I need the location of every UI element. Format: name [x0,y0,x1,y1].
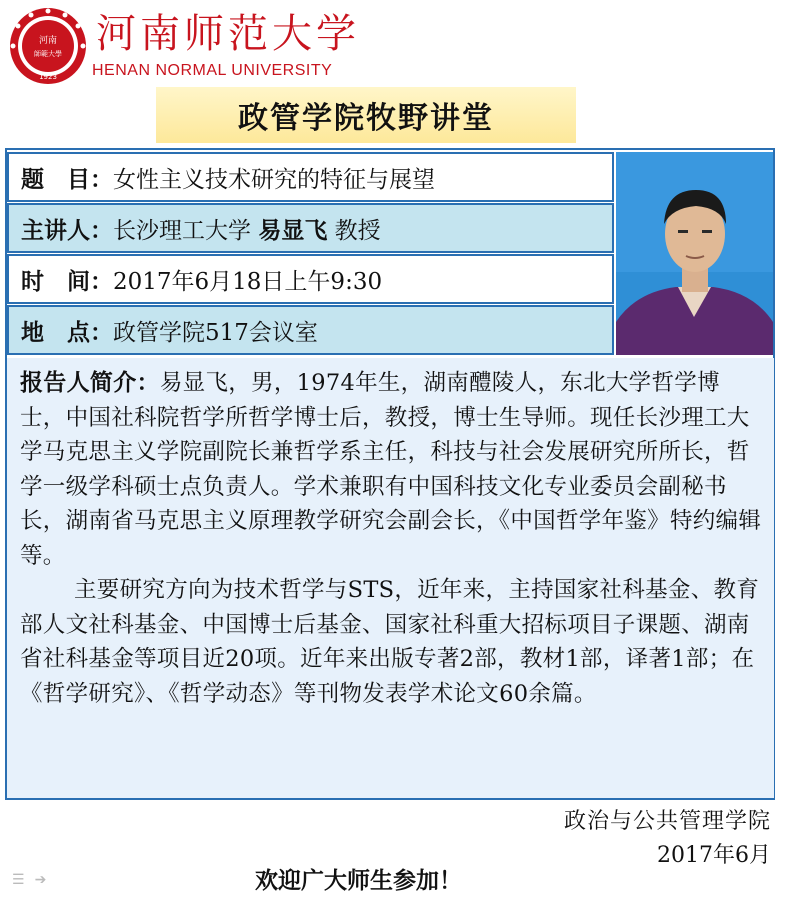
intro-paragraph-1 [20,366,762,573]
speaker-name: 易显飞 [258,217,328,244]
slide-nav[interactable] [12,872,46,888]
topic-label: 题 目： [21,166,113,193]
university-seal-logo [8,6,88,86]
university-name-cn: 河南师范大学 [96,11,360,57]
topic-row [7,152,614,202]
time-row [7,254,614,304]
place-label: 地 点： [21,319,113,346]
place-row [7,305,614,355]
intro-label: 报告人简介： [20,370,160,396]
speaker-label: 主讲人： [21,217,113,244]
university-name-en: HENAN NORMAL UNIVERSITY [92,62,333,79]
welcome-message: 欢迎广大师生参加！ [255,868,462,894]
speaker-photo [616,152,773,355]
topic-value: 女性主义技术研究的特征与展望 [113,166,435,193]
svg-text:師範大學: 師範大學 [34,50,62,58]
organizer: 政治与公共管理学院 [563,809,771,834]
intro-text-1: 易显飞，男，1974年生，湖南醴陵人，东北大学哲学博士，中国社科院哲学所哲学博士后，教授，博士生导师。现任长沙理工大学马克思主义学院副院长兼哲学系主任，科技与社会发展研究所所长，哲学一级学科硕士点负责人。学术兼职有中国科技文化专业委员会副秘书长，湖南省马克思主义原理教学研究会副会长，《中国哲学年鉴》特约编辑等。 [20,370,762,569]
arrow-right-icon[interactable]: ➔ [34,872,47,888]
svg-text:1923: 1923 [39,73,57,81]
time-value: 2017年6月18日上午9:30 [113,268,383,295]
speaker-introduction [7,358,774,798]
speaker-row [7,203,614,253]
lecture-series-title: 政管学院牧野讲堂 [156,87,576,143]
intro-paragraph-2: 主要研究方向为技术哲学与STS，近年来，主持国家社科基金、教育部人文社科基金、中国博士后基金、国家社科重大招标项目子课题、湖南省社科基金等项目近20项。近年来出版专著2部，教材1部，译著1部；在《哲学研究》、《哲学动态》等刊物发表学术论文60余篇。 [20,577,760,707]
speaker-title: 教授 [327,217,381,244]
place-value: 政管学院517会议室 [113,319,318,346]
speaker-org: 长沙理工大学 [113,217,259,244]
menu-icon[interactable]: ☰ [12,872,25,888]
svg-text:河南: 河南 [38,36,58,46]
notice-date: 2017年6月 [657,843,771,868]
time-label: 时 间： [21,268,113,295]
